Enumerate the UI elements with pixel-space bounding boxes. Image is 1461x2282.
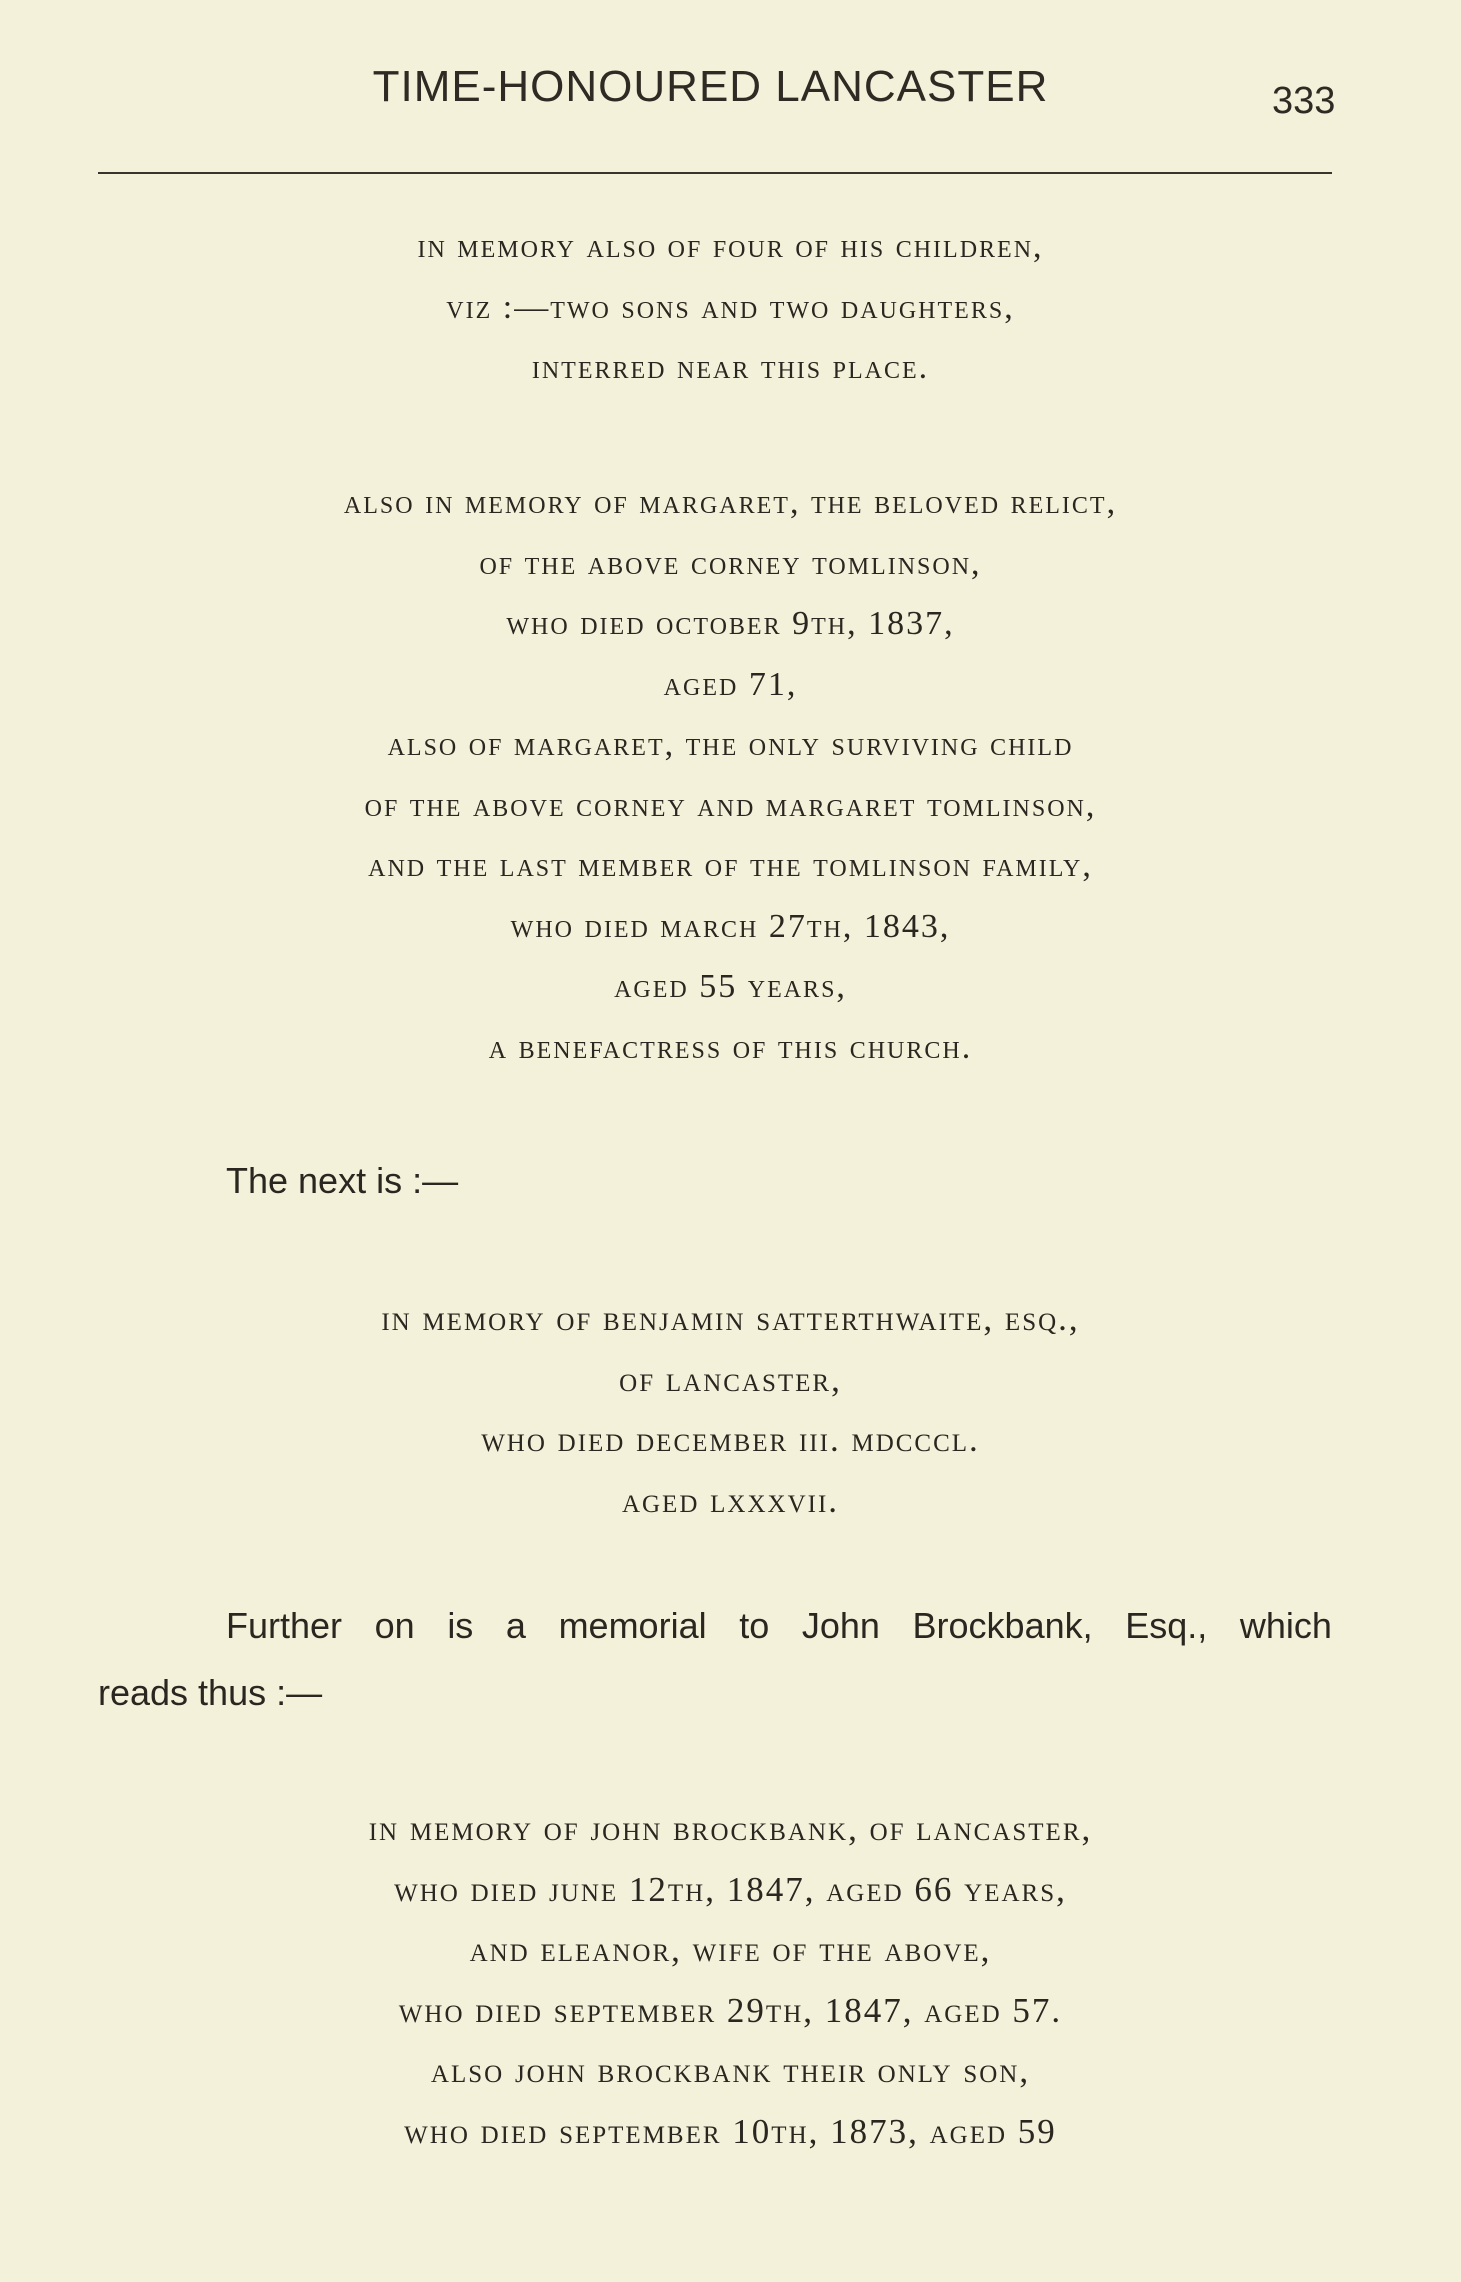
prose-word: John [801, 1605, 880, 1646]
inscription-line: and eleanor, wife of the above, [469, 1930, 992, 1969]
inscription-line: who died september 10th, 1873, aged 59 [404, 2111, 1057, 2151]
inscription-line: a benefactress of this church. [488, 1028, 973, 1066]
running-title: TIME-HONOURED LANCASTER [372, 62, 1049, 111]
prose-word: Further [226, 1605, 343, 1646]
prose-word: on [374, 1605, 415, 1646]
inscription-line: who died june 12th, 1847, aged 66 years, [394, 1869, 1067, 1909]
inscription-line: aged lxxxvii. [621, 1480, 840, 1520]
inscription-line: also in memory of margaret, the beloved relict, [343, 484, 1118, 521]
inscription-line: who died december iii. mdcccl. [481, 1420, 980, 1459]
inscription-line: in memory of john brockbank, of lancaster, [368, 1809, 1093, 1848]
inscription-line: aged 55 years, [614, 968, 847, 1005]
prose-word: a [505, 1605, 526, 1646]
inscription-line: of the above corney tomlinson, [479, 544, 982, 582]
inscription-line: in memory also of four of his children, [417, 228, 1044, 265]
page-number: 333 [1272, 80, 1336, 122]
inscription-line: also john brockbank their only son, [430, 2051, 1031, 2090]
prose-word: Esq., [1125, 1605, 1208, 1646]
prose-word: to [739, 1605, 770, 1646]
inscription-margaret [0, 473, 1461, 1078]
inscription-line: viz :—two sons and two daughters, [446, 288, 1015, 326]
prose-word: Brockbank, [912, 1605, 1093, 1646]
inscription-children [0, 217, 1461, 399]
prose-word: is [447, 1605, 474, 1646]
inscription-line: of the above corney and margaret tomlinson, [364, 786, 1097, 824]
inscription-line: in memory of benjamin satterthwaite, esq., [381, 1299, 1080, 1338]
prose-further-line-2: reads thus :— [98, 1672, 323, 1713]
inscription-line: who died october 9th, 1837, [506, 605, 955, 642]
prose-next-is: The next is :— [226, 1160, 459, 1201]
prose-word: memorial [558, 1605, 707, 1646]
inscription-line: aged 71, [663, 665, 798, 703]
inscription-line: and the last member of the tomlinson family, [368, 847, 1093, 884]
inscription-line: who died september 29th, 1847, aged 57. [398, 1990, 1063, 2030]
inscription-satterthwaite [0, 1289, 1461, 1531]
inscription-line: also of margaret, the only surviving child [387, 726, 1074, 763]
header-rule [98, 172, 1332, 174]
inscription-line: interred near this place. [531, 349, 930, 386]
prose-word: which [1239, 1605, 1332, 1646]
inscription-brockbank [0, 1799, 1461, 2162]
inscription-line: who died march 27th, 1843, [510, 907, 951, 945]
inscription-line: of lancaster, [619, 1359, 842, 1399]
prose-further-line-1 [226, 1605, 1332, 1647]
